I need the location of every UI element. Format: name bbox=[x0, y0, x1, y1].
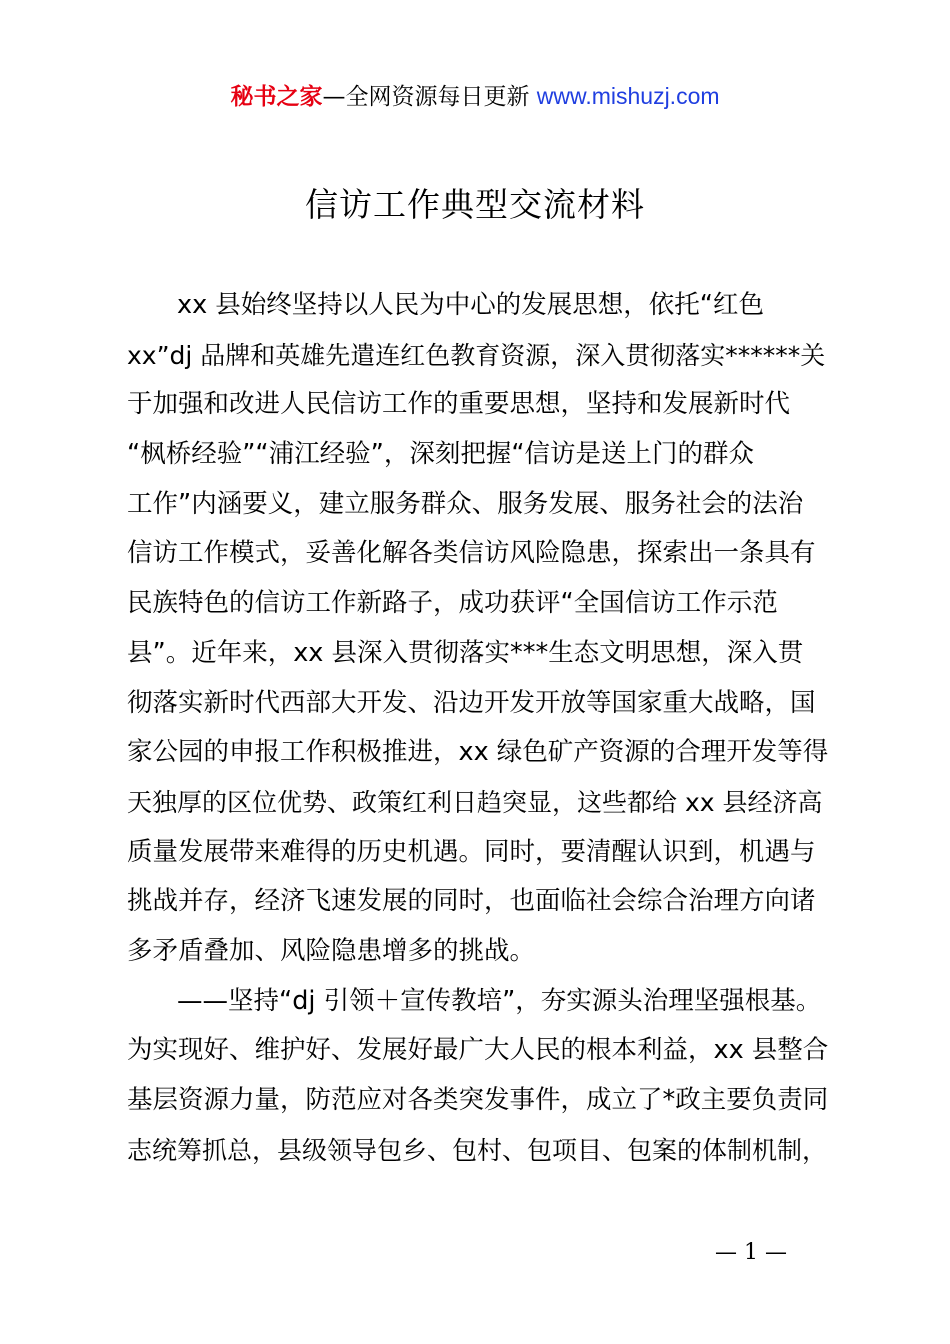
paragraph-line: ——坚持“dj 引领＋宣传教培”，夯实源头治理坚强根基。 bbox=[177, 985, 822, 1016]
paragraph-line: 工作”内涵要义，建立服务群众、服务发展、服务社会的法治 bbox=[127, 488, 804, 519]
document-body bbox=[127, 281, 833, 1175]
paragraph-line: xx”dj 品牌和英雄先遣连红色教育资源，深入贯彻落实******关 bbox=[127, 340, 826, 370]
site-brand: 秘书之家 bbox=[230, 84, 323, 110]
site-tagline: —全网资源每日更新 bbox=[322, 84, 530, 110]
paragraph-line: 挑战并存，经济飞速发展的同时，也面临社会综合治理方向诸 bbox=[127, 886, 816, 917]
paragraph-line: 家公园的申报工作积极推进，xx 绿色矿产资源的合理开发等得 bbox=[127, 737, 829, 768]
paragraph-line: 志统筹抓总，县级领导包乡、包村、包项目、包案的体制机制， bbox=[127, 1135, 828, 1165]
paragraph-line: 彻落实新时代西部大开发、沿边开发开放等国家重大战略，国 bbox=[127, 687, 816, 718]
paragraph-line: 民族特色的信访工作新路子，成功获评“全国信访工作示范 bbox=[127, 588, 778, 619]
paragraph-line: 于加强和改进人民信访工作的重要思想，坚持和发展新时代 bbox=[127, 389, 791, 420]
site-url-link[interactable]: www.mishuzj.com bbox=[536, 83, 720, 109]
page-number: — 1 — bbox=[715, 1240, 787, 1265]
paragraph-line: 县”。近年来，xx 县深入贯彻落实***生态文明思想，深入贯 bbox=[127, 637, 804, 668]
site-header bbox=[0, 80, 950, 113]
paragraph-line: 为实现好、维护好、发展好最广大人民的根本利益，xx 县整合 bbox=[127, 1035, 829, 1066]
paragraph-line: xx 县始终坚持以人民为中心的发展思想，依托“红色 bbox=[177, 290, 764, 320]
paragraph-line: 信访工作模式，妥善化解各类信访风险隐患，探索出一条具有 bbox=[127, 538, 816, 569]
paragraph-line: “枫桥经验”“浦江经验”，深刻把握“信访是送上门的群众 bbox=[127, 439, 755, 470]
paragraph-line: 质量发展带来难得的历史机遇。同时，要清醒认识到，机遇与 bbox=[127, 836, 816, 867]
document-title: 信访工作典型交流材料 bbox=[305, 185, 645, 224]
paragraph-line: 基层资源力量，防范应对各类突发事件，成立了*政主要负责同 bbox=[127, 1085, 829, 1115]
paragraph-line: 多矛盾叠加、风险隐患增多的挑战。 bbox=[127, 935, 536, 966]
paragraph-line: 天独厚的区位优势、政策红利日趋突显，这些都给 xx 县经济高 bbox=[127, 787, 823, 817]
